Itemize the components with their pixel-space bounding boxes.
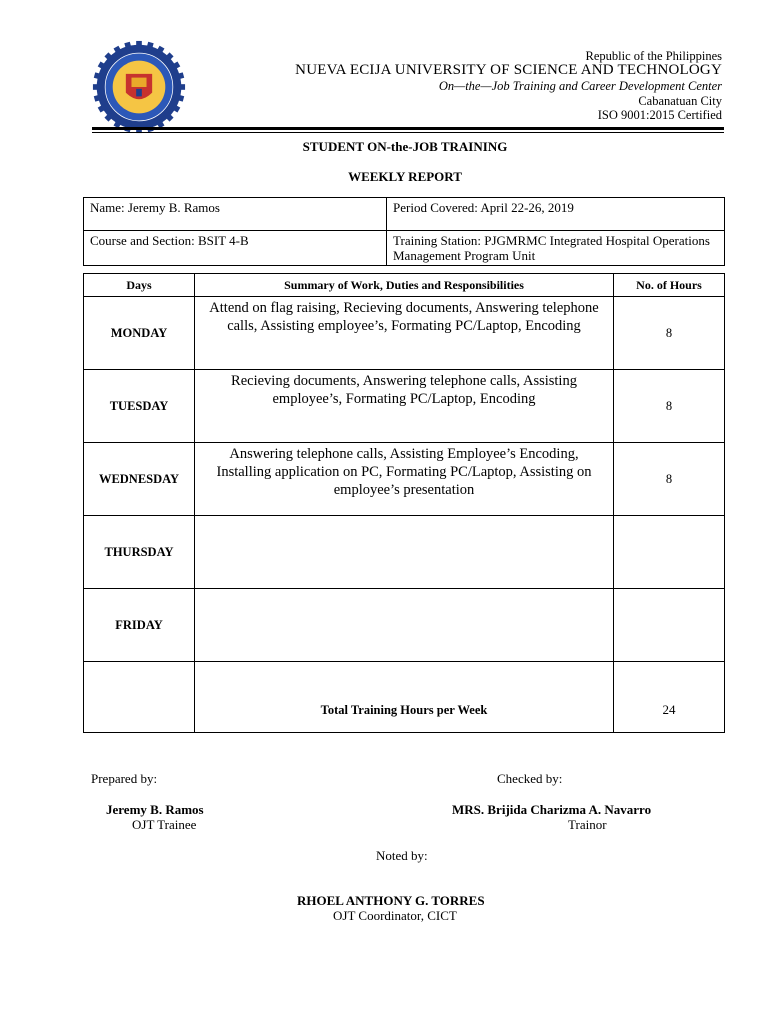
info-course: Course and Section: BSIT 4-B (84, 231, 387, 266)
noted-by-name: RHOEL ANTHONY G. TORRES (297, 893, 485, 908)
summary-cell: Answering telephone calls, Assisting Employee’s Encoding, Installing application on PC, Formating PC/Laptop, Assisting on employee’s presentation (195, 443, 614, 516)
checked-by-name: MRS. Brijida Charizma A. Navarro (452, 802, 652, 817)
prepared-by-name: Jeremy B. Ramos (106, 802, 204, 817)
hours-cell: 8 (614, 370, 725, 443)
day-cell: WEDNESDAY (84, 443, 195, 516)
header-republic: Republic of the Philippines (585, 49, 722, 63)
info-station: Training Station: PJGMRMC Integrated Hospital Operations Management Program Unit (387, 231, 725, 266)
summary-cell (195, 589, 614, 662)
table-row (84, 370, 725, 443)
summary-cell (195, 516, 614, 589)
document-title: STUDENT ON-the-JOB TRAINING (302, 139, 508, 154)
checked-by-role: Trainor (568, 817, 607, 832)
table-row (84, 516, 725, 589)
header-iso-certification: ISO 9001:2015 Certified (597, 108, 722, 122)
header-city: Cabanatuan City (638, 94, 722, 108)
hours-cell (614, 516, 725, 589)
total-value: 24 (614, 662, 725, 733)
total-label: Total Training Hours per Week (195, 662, 614, 733)
summary-cell: Recieving documents, Answering telephone calls, Assisting employee’s, Formating PC/Laptop, Encoding (195, 370, 614, 443)
hours-cell (614, 589, 725, 662)
header-university-name: NUEVA ECIJA UNIVERSITY OF SCIENCE AND TECHNOLOGY (295, 62, 722, 78)
hours-cell: 8 (614, 297, 725, 370)
column-header-summary: Summary of Work, Duties and Responsibilities (195, 274, 614, 297)
column-header-days: Days (84, 274, 195, 297)
table-row (84, 297, 725, 370)
noted-by-role: OJT Coordinator, CICT (333, 908, 457, 923)
header-divider-thick (92, 127, 724, 130)
checked-by-label: Checked by: (497, 771, 563, 786)
hours-cell: 8 (614, 443, 725, 516)
day-cell: THURSDAY (84, 516, 195, 589)
university-seal-logo (92, 40, 186, 134)
header-divider-thin (92, 132, 724, 133)
weekly-report-table (83, 273, 725, 733)
day-cell: TUESDAY (84, 370, 195, 443)
day-cell: FRIDAY (84, 589, 195, 662)
student-info-table (83, 197, 725, 266)
total-empty-cell (84, 662, 195, 733)
info-period: Period Covered: April 22-26, 2019 (387, 198, 725, 231)
column-header-hours: No. of Hours (614, 274, 725, 297)
noted-by-label: Noted by: (376, 848, 428, 863)
table-row (84, 589, 725, 662)
prepared-by-label: Prepared by: (91, 771, 158, 786)
document-subtitle: WEEKLY REPORT (348, 169, 462, 184)
info-name: Name: Jeremy B. Ramos (84, 198, 387, 231)
header-center-name: On—the—Job Training and Career Development Center (438, 79, 722, 93)
summary-cell: Attend on flag raising, Recieving documents, Answering telephone calls, Assisting employee’s, Formating PC/Laptop, Encoding (195, 297, 614, 370)
table-row (84, 443, 725, 516)
total-row (84, 662, 725, 733)
prepared-by-role: OJT Trainee (132, 817, 197, 832)
day-cell: MONDAY (84, 297, 195, 370)
